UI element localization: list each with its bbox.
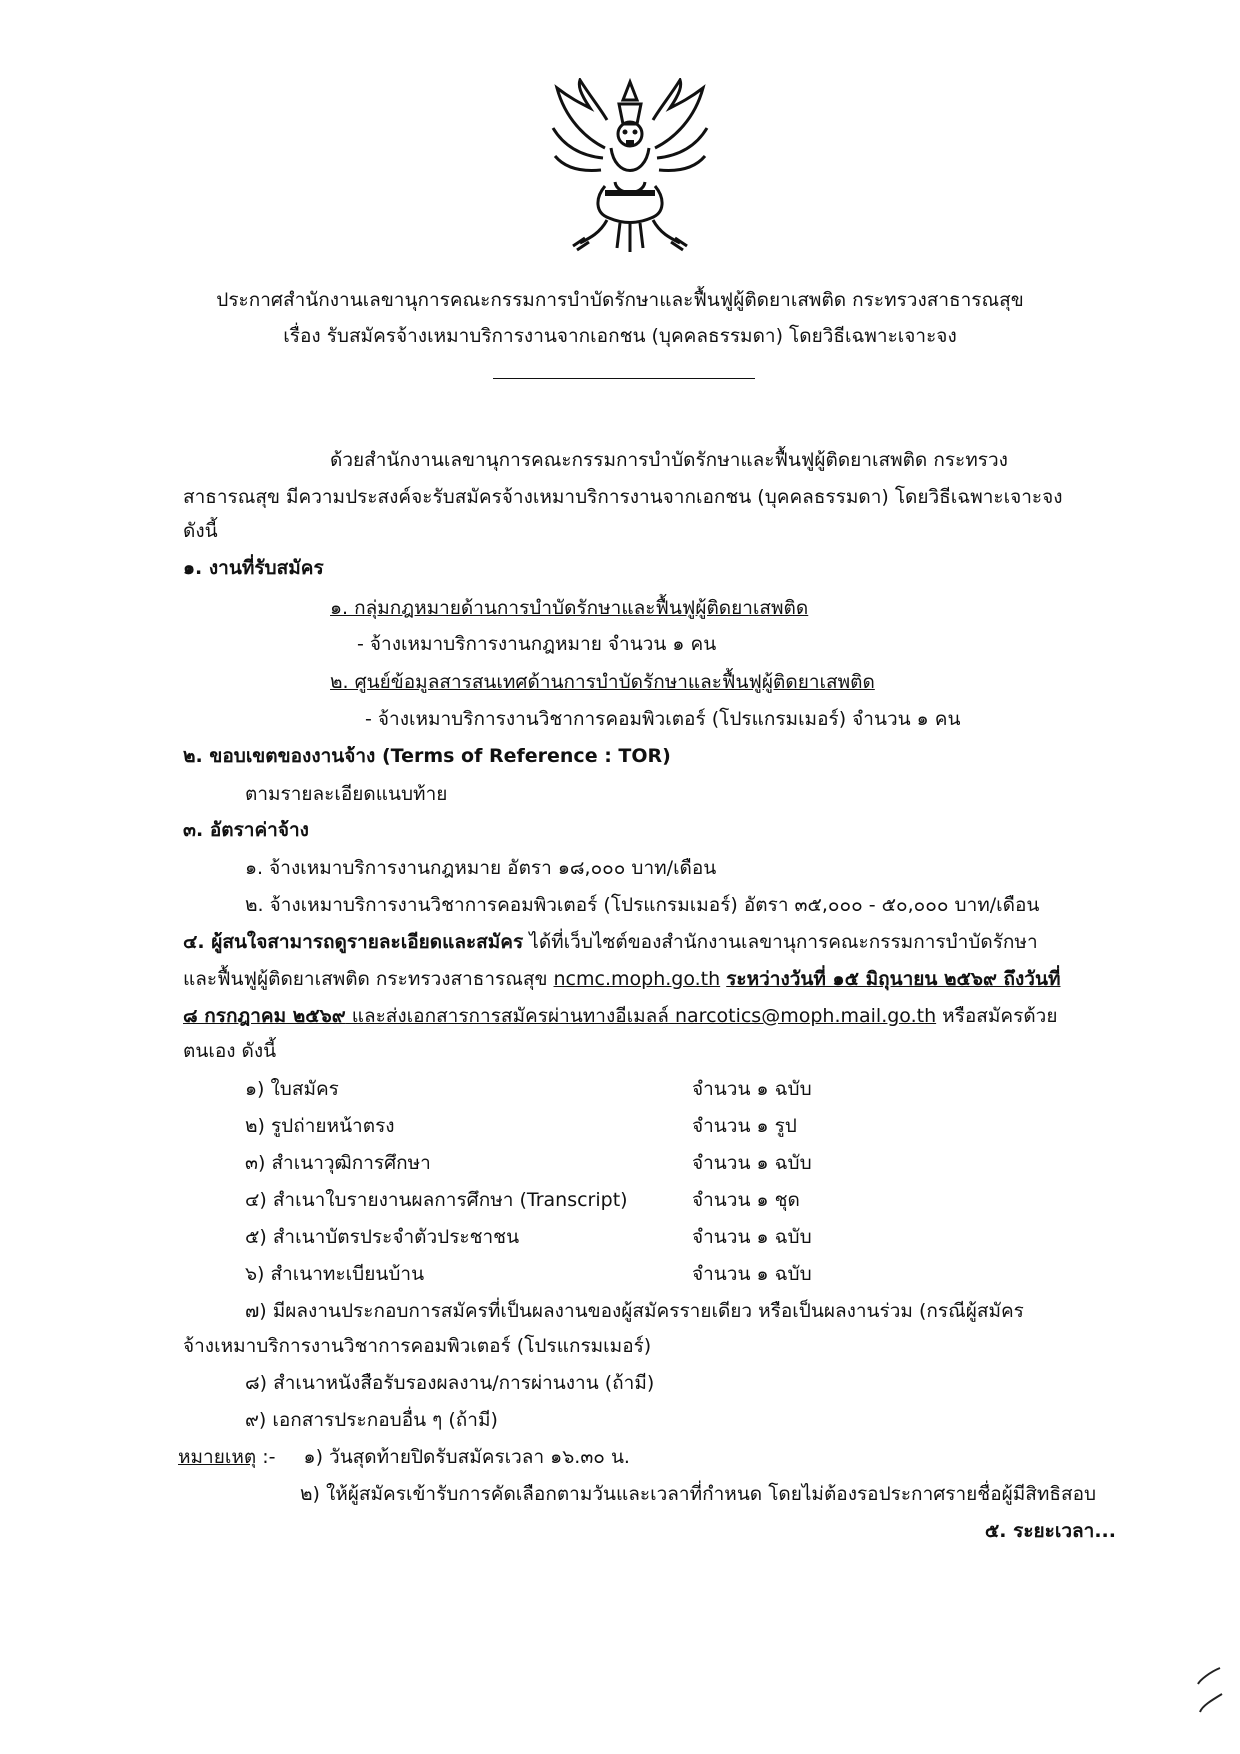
- document-quantity: จำนวน ๑ รูป: [692, 1115, 797, 1137]
- document-name: ๕) สำเนาบัตรประจำตัวประชาชน: [245, 1226, 520, 1248]
- job-item: - จ้างเหมาบริการงานกฎหมาย จำนวน ๑ คน: [357, 633, 717, 655]
- document-item: ๗) มีผลงานประกอบการสมัครที่เป็นผลงานของผู้สมัครรายเดียว หรือเป็นผลงานร่วม (กรณีผู้สมัคร: [245, 1300, 1024, 1322]
- document-quantity: จำนวน ๑ ฉบับ: [692, 1152, 812, 1174]
- section4-line: [183, 1004, 1057, 1028]
- document-item: จ้างเหมาบริการงานวิชาการคอมพิวเตอร์ (โปรแกรมเมอร์): [183, 1335, 652, 1357]
- margin-mark-icon: [1190, 1662, 1230, 1722]
- document-name: ๔) สำเนาใบรายงานผลการศึกษา (Transcript): [245, 1189, 628, 1211]
- section4-text: และส่งเอกสารการสมัครผ่านทางอีเมลล์: [345, 1005, 675, 1027]
- document-quantity: จำนวน ๑ ฉบับ: [692, 1263, 812, 1285]
- intro-line: สาธารณสุข มีความประสงค์จะรับสมัครจ้างเหมาบริการงานจากเอกชน (บุคคลธรรมดา) โดยวิธีเฉพาะเจาะจง: [183, 486, 1063, 508]
- document-quantity: จำนวน ๑ ชุด: [692, 1189, 800, 1211]
- document-quantity: จำนวน ๑ ฉบับ: [692, 1078, 812, 1100]
- document-name: ๒) รูปถ่ายหน้าตรง: [245, 1115, 395, 1137]
- email-link[interactable]: narcotics@moph.mail.go.th: [674, 1005, 937, 1027]
- section4-line: [183, 967, 1060, 991]
- remarks-line: [178, 1445, 630, 1469]
- job-group-title: [330, 670, 875, 694]
- job-group-label: ๑. กลุ่มกฎหมายด้านการบำบัดรักษาและฟื้นฟูผู้ติดยาเสพติด: [330, 597, 809, 619]
- document-name: ๖) สำเนาทะเบียนบ้าน: [245, 1263, 425, 1285]
- website-link[interactable]: ncmc.moph.go.th: [553, 968, 721, 990]
- section-text: ตามรายละเอียดแนบท้าย: [245, 783, 448, 805]
- title-divider: [493, 378, 755, 379]
- section4-text: หรือสมัครด้วย: [936, 1005, 1058, 1027]
- remark-note: ๒) ให้ผู้สมัครเข้ารับการคัดเลือกตามวันและเวลาที่กำหนด โดยไม่ต้องรอประกาศรายชื่อผู้มีสิทธิสอบ: [300, 1483, 1097, 1505]
- intro-line: ด้วยสำนักงานเลขานุการคณะกรรมการบำบัดรักษาและฟื้นฟูผู้ติดยาเสพติด กระทรวง: [330, 449, 1008, 471]
- remark-note: ๑) วันสุดท้ายปิดรับสมัครเวลา ๑๖.๓๐ น.: [303, 1446, 630, 1468]
- section-heading: ๓. อัตราค่าจ้าง: [183, 819, 309, 841]
- section-heading: ๑. งานที่รับสมัคร: [183, 557, 324, 579]
- continued-marker: ๕. ระยะเวลา...: [984, 1520, 1116, 1542]
- document-quantity: จำนวน ๑ ฉบับ: [692, 1226, 812, 1248]
- section4-text: ได้ที่เว็บไซต์ของสำนักงานเลขานุการคณะกรรมการบำบัดรักษา: [523, 931, 1038, 953]
- application-period: ระหว่างวันที่ ๑๕ มิถุนายน ๒๕๖๙ ถึงวันที่: [726, 968, 1061, 990]
- document-item: ๙) เอกสารประกอบอื่น ๆ (ถ้ามี): [245, 1409, 498, 1431]
- intro-line: ดังนี้: [183, 520, 218, 542]
- section-heading: ๔. ผู้สนใจสามารถดูรายละเอียดและสมัคร: [183, 931, 524, 953]
- job-group-label: ๒. ศูนย์ข้อมูลสารสนเทศด้านการบำบัดรักษาและฟื้นฟูผู้ติดยาเสพติด: [330, 671, 875, 693]
- section4-text: และฟื้นฟูผู้ติดยาเสพติด กระทรวงสาธารณสุข: [183, 968, 554, 990]
- announcement-title: ประกาศสำนักงานเลขานุการคณะกรรมการบำบัดรักษาและฟื้นฟูผู้ติดยาเสพติด กระทรวงสาธารณสุข: [216, 289, 1024, 311]
- job-item: - จ้างเหมาบริการงานวิชาการคอมพิวเตอร์ (โปรแกรมเมอร์) จำนวน ๑ คน: [365, 708, 961, 730]
- job-group-title: [330, 596, 808, 620]
- application-period-end: ๘ กรกฎาคม ๒๕๖๙: [183, 1005, 346, 1027]
- document-name: ๑) ใบสมัคร: [245, 1078, 339, 1100]
- garuda-emblem-icon: [545, 78, 715, 258]
- document-name: ๓) สำเนาวุฒิการศึกษา: [245, 1152, 431, 1174]
- document-item: ๘) สำเนาหนังสือรับรองผลงาน/การผ่านงาน (ถ้ามี): [245, 1372, 655, 1394]
- section-heading: ๒. ขอบเขตของงานจ้าง (Terms of Reference : TOR): [183, 745, 671, 767]
- remarks-sep: :-: [256, 1446, 276, 1468]
- wage-item: ๑. จ้างเหมาบริการงานกฎหมาย อัตรา ๑๘,๐๐๐ บาท/เดือน: [245, 857, 717, 879]
- section4-line: [183, 930, 1038, 954]
- wage-item: ๒. จ้างเหมาบริการงานวิชาการคอมพิวเตอร์ (โปรแกรมเมอร์) อัตรา ๓๕,๐๐๐ - ๕๐,๐๐๐ บาท/เดือน: [245, 894, 1040, 916]
- announcement-subject: เรื่อง รับสมัครจ้างเหมาบริการงานจากเอกชน (บุคคลธรรมดา) โดยวิธีเฉพาะเจาะจง: [283, 325, 957, 347]
- remarks-label: หมายเหตุ: [178, 1446, 257, 1468]
- section4-line: ตนเอง ดังนี้: [183, 1040, 277, 1062]
